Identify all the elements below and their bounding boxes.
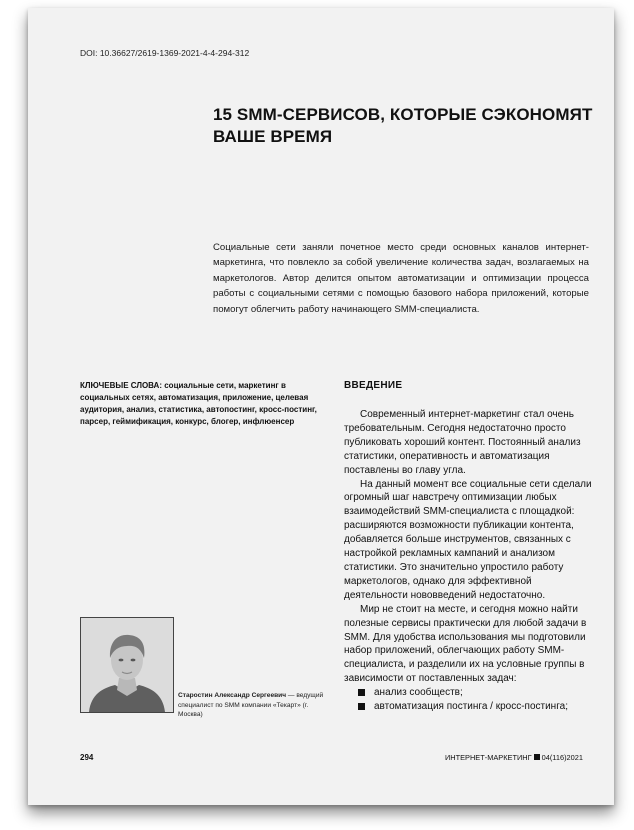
document-page xyxy=(28,8,614,805)
journal-footer xyxy=(445,753,583,762)
author-portrait-icon xyxy=(81,618,173,712)
list-item-text: автоматизация постинга / кросс-постинга; xyxy=(374,701,568,713)
journal-name: ИНТЕРНЕТ-МАРКЕТИНГ xyxy=(444,753,532,762)
square-bullet-icon xyxy=(358,703,365,710)
keywords-block xyxy=(80,380,328,428)
page-number: 294 xyxy=(80,753,94,762)
paragraph: Мир не стоит на месте, и сегодня можно найти полезные сервисы практически для любой задачи в SMM. Для удобства использования мы подготовили набор приложений, облегчающих работу SMM-специалиста, и разделили их на условные группы в зависимости от поставленных задач: xyxy=(344,603,587,685)
article-title: 15 SMM-СЕРВИСОВ, КОТОРЫЕ СЭКОНОМЯТ ВАШЕ ВРЕМЯ xyxy=(213,105,593,146)
keywords-label: КЛЮЧЕВЫЕ СЛОВА: xyxy=(80,381,162,390)
author-caption xyxy=(178,691,328,720)
author-description: — ведущий специалист по SMM компании «Текарт» (г. Москва) xyxy=(178,692,324,718)
author-name: Старостин Александр Сергеевич xyxy=(178,692,287,699)
paragraph: Современный интернет-маркетинг стал очень требовательным. Сегодня недостаточно просто публиковать хороший контент. Постоянный анализ статистики, оперативность и автоматизация поставлены во главу угла. xyxy=(344,409,581,476)
list-item xyxy=(344,700,596,714)
doi-line: DOI: 10.36627/2619-1369-2021-4-4-294-312 xyxy=(80,48,250,58)
keywords-text: социальные сети, маркетинг в социальных сетях, автоматизация, приложение, целевая аудитория, анализ, статистика, автопостинг, кросс-постинг, парсер, геймификация, конкурс, блогер, инфлюенсер xyxy=(80,381,317,426)
journal-issue: 04(116)2021 xyxy=(541,753,583,762)
section-heading: ВВЕДЕНИЕ xyxy=(344,380,403,391)
square-bullet-icon xyxy=(358,689,365,696)
square-separator-icon xyxy=(534,754,540,760)
author-photo xyxy=(80,617,174,713)
section-body xyxy=(344,408,596,714)
task-list xyxy=(344,686,596,714)
list-item xyxy=(344,686,596,700)
article-abstract: Социальные сети заняли почетное место среди основных каналов интернет-маркетинга, что повлекло за собой увеличение количества задач, возлагаемых на маркетологов. Автор делится опытом автоматизации и оптимизации процесса работы с социальными сетями с помощью базового набора приложений, которые помогут облегчить работу начинающего SMM-специалиста. xyxy=(213,242,589,315)
list-item-text: анализ сообществ; xyxy=(374,687,463,699)
paragraph: На данный момент все социальные сети сделали огромный шаг навстречу оптимизации любых взаимодействий SMM-специалиста с площадкой: расширяются возможности публикации контента, добавляется больше инструментов, связанных с настройкой рекламных кампаний и анализом статистики. Это значительно упростило работу маркетологов, однако для эффективной деятельности нововведений недостаточно. xyxy=(344,478,592,601)
